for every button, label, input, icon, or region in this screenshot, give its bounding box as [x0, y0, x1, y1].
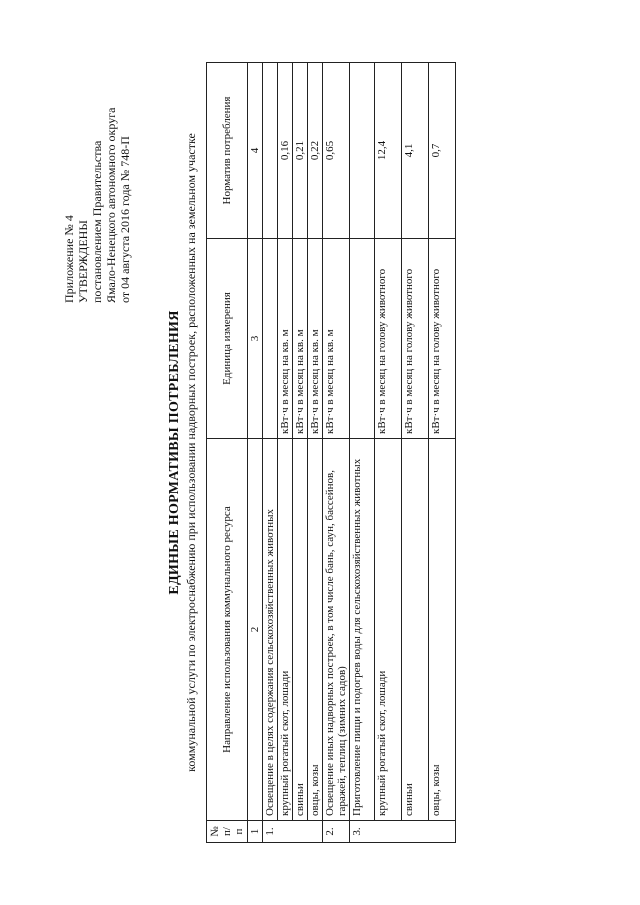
- norms-table: [206, 62, 456, 843]
- resolution-line: постановлением Правительства: [90, 140, 104, 303]
- row-unit: кВт·ч в месяц на голову животного: [429, 239, 456, 439]
- table-row: [375, 63, 402, 843]
- row-unit: кВт·ч в месяц на кв. м: [293, 239, 308, 439]
- table-row: [308, 63, 323, 843]
- row-unit: кВт·ч в месяц на голову животного: [402, 239, 429, 439]
- row-direction: крупный рогатый скот, лошади: [278, 439, 293, 821]
- row-norm: [350, 63, 375, 239]
- table-header-row: [207, 63, 248, 843]
- row-norm: 0,21: [293, 63, 308, 239]
- header-unit: Единица измерения: [207, 239, 248, 439]
- row-direction: свиньи: [293, 439, 308, 821]
- row-number: 3.: [350, 821, 456, 843]
- date-line: от 04 августа 2016 года № 748-П: [118, 136, 132, 303]
- row-direction: Приготовление пищи и подогрев воды для сельскохозяйственных животных: [350, 439, 375, 821]
- table-row: [278, 63, 293, 843]
- row-direction: овцы, козы: [429, 439, 456, 821]
- region-line: Ямало-Ненецкого автономного округа: [104, 107, 118, 303]
- row-unit: кВт·ч в месяц на кв. м: [278, 239, 293, 439]
- appendix-label: Приложение № 4: [62, 215, 76, 303]
- column-index-row: [248, 63, 263, 843]
- row-norm: 0,22: [308, 63, 323, 239]
- row-direction: Освещение иных надворных построек, в том числе бань, саун, бассейнов, гаражей, теплиц (зимних садов): [323, 439, 350, 821]
- approval-block: [62, 13, 132, 303]
- row-number: 2.: [323, 821, 350, 843]
- row-norm: [263, 63, 278, 239]
- index-cell: 3: [248, 239, 263, 439]
- row-unit: [350, 239, 375, 439]
- approved-label: УТВЕРЖДЕНЫ: [76, 220, 90, 303]
- row-direction: Освещение в целях содержания сельскохозяйственных животных: [263, 439, 278, 821]
- row-norm: 0,7: [429, 63, 456, 239]
- index-cell: 2: [248, 439, 263, 821]
- row-norm: 12,4: [375, 63, 402, 239]
- row-direction: крупный рогатый скот, лошади: [375, 439, 402, 821]
- row-unit: [263, 239, 278, 439]
- table-row: [263, 63, 278, 843]
- table-row: [350, 63, 375, 843]
- index-cell: 4: [248, 63, 263, 239]
- table-row: [429, 63, 456, 843]
- row-unit: кВт·ч в месяц на кв. м: [308, 239, 323, 439]
- document-subtitle: коммунальной услуги по электроснабжению при использовании надворных построек, расположенных на земельном участке: [184, 133, 198, 772]
- row-direction: овцы, козы: [308, 439, 323, 821]
- table-row: [402, 63, 429, 843]
- index-cell: 1: [248, 821, 263, 843]
- header-direction: Направление использования коммунального ресурса: [207, 439, 248, 821]
- table-row: [323, 63, 350, 843]
- row-number: 1.: [263, 821, 323, 843]
- row-direction: свиньи: [402, 439, 429, 821]
- table-row: [293, 63, 308, 843]
- document-title: ЕДИНЫЕ НОРМАТИВЫ ПОТРЕБЛЕНИЯ: [167, 310, 182, 595]
- row-unit: кВт·ч в месяц на голову животного: [375, 239, 402, 439]
- row-norm: 0,16: [278, 63, 293, 239]
- row-norm: 4,1: [402, 63, 429, 239]
- header-num: № п/п: [207, 821, 248, 843]
- row-norm: 0,65: [323, 63, 350, 239]
- header-norm: Норматив потребления: [207, 63, 248, 239]
- row-unit: кВт·ч в месяц на кв. м: [323, 239, 350, 439]
